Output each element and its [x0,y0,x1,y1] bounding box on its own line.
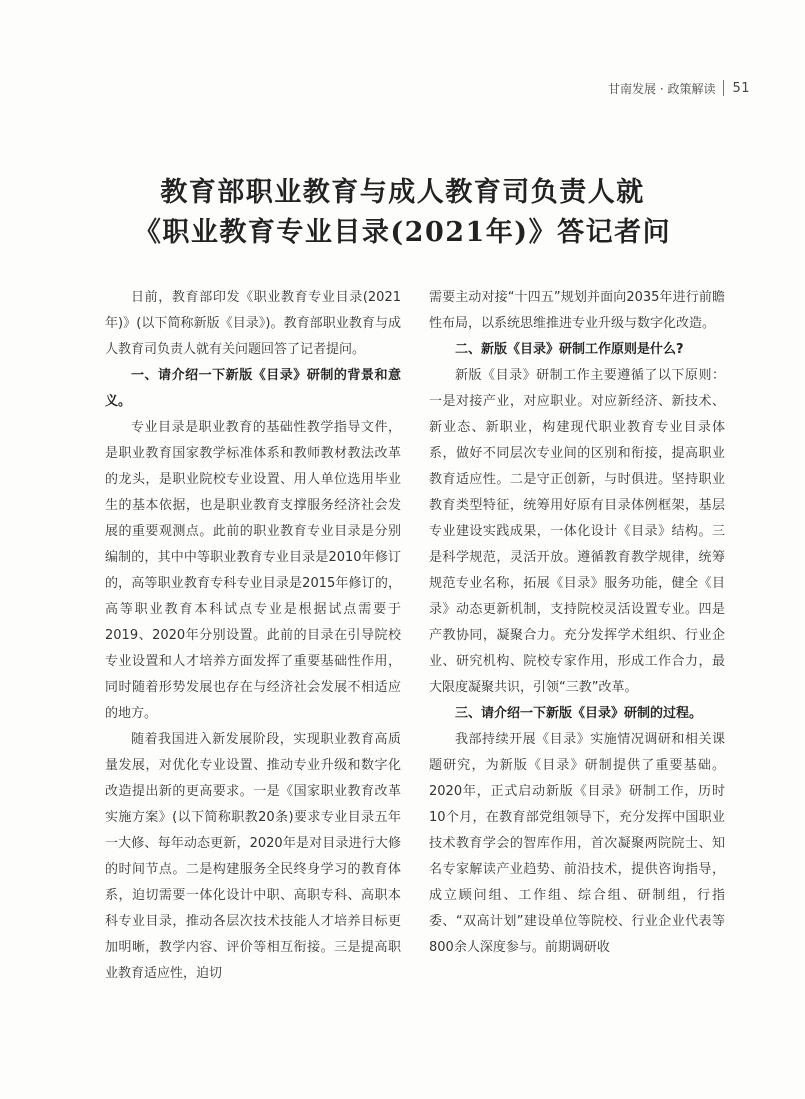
left-column [105,285,401,987]
right-column [429,285,725,961]
section-heading-3: 三、请介绍一下新版《目录》研制的过程。 [455,706,703,721]
intro-paragraph: 日前，教育部印发《职业教育专业目录(2021年)》(以下简称新版《目录》)。教育部职业教育与成人教育司负责人就有关问题回答了记者提问。 [105,290,401,357]
header-divider [723,80,724,96]
title-line-2: 《职业教育专业目录(2021年)》答记者问 [133,217,672,248]
page-number: 51 [732,80,750,96]
body-paragraph: 新版《目录》研制工作主要遵循了以下原则：一是对接产业，对应职业。对应新经济、新技术、新业态、新职业，构建现代职业教育专业目录体系，做好不同层次专业间的区别和衔接，提高职业教育适应性。二是守正创新，与时俱进。坚持职业教育类型特征，统筹用好原有目录体例框架，基层专业建设实践成果，一体化设计《目录》结构。三是科学规范，灵活开放。遵循教育教学规律，统筹规范专业名称，拓展《目录》服务功能，健全《目录》动态更新机制，支持院校灵活设置专业。四是产教协同，凝聚合力。充分发挥学术组织、行业企业、研究机构、院校专家作用，形成工作合力，最大限度凝聚共识，引领“三教”改革。 [429,368,725,695]
section-label: 甘南发展 · 政策解读 [608,81,716,96]
section-heading-2: 二、新版《目录》研制工作原则是什么? [455,342,684,357]
title-line-1: 教育部职业教育与成人教育司负责人就 [160,177,645,208]
body-paragraph: 专业目录是职业教育的基础性教学指导文件，是职业教育国家教学标准体系和教师教材教法改革的龙头，是职业院校专业设置、用人单位选用毕业生的基本依据，也是职业教育支撑服务经济社会发展的重要观测点。此前的职业教育专业目录是分别编制的，其中中等职业教育专业目录是2010年修订的，高等职业教育专科专业目录是2015年修订的，高等职业教育本科试点专业是根据试点需要于2019、2020年分别设置。此前的目录在引导院校专业设置和人才培养方面发挥了重要基础性作用，同时随着形势发展也存在与经济社会发展不相适应的地方。 [105,420,401,721]
section-heading-1: 一、请介绍一下新版《目录》研制的背景和意义。 [105,368,401,409]
continued-paragraph: 需要主动对接“十四五”规划并面向2035年进行前瞻性布局，以系统思维推进专业升级与数字化改造。 [429,290,725,331]
running-header [608,80,750,96]
body-paragraph: 我部持续开展《目录》实施情况调研和相关课题研究，为新版《目录》研制提供了重要基础。2020年，正式启动新版《目录》研制工作，历时10个月，在教育部党组领导下，充分发挥中国职业技术教育学会的智库作用，首次凝聚两院院士、知名专家解读产业趋势、前沿技术，提供咨询指导，成立顾问组、工作组、综合组、研制组，行指委、“双高计划”建设单位等院校、行业企业代表等800余人深度参与。前期调研收 [429,732,725,955]
body-paragraph: 随着我国进入新发展阶段，实现职业教育高质量发展，对优化专业设置、推动专业升级和数字化改造提出新的更高要求。一是《国家职业教育改革实施方案》(以下简称职教20条)要求专业目录五年一大修、每年动态更新，2020年是对目录进行大修的时间节点。二是构建服务全民终身学习的教育体系，迫切需要一体化设计中职、高职专科、高职本科专业目录，推动各层次技术技能人才培养目标更加明晰，教学内容、评价等相互衔接。三是提高职业教育适应性，迫切 [105,732,401,981]
article-title [0,173,805,253]
